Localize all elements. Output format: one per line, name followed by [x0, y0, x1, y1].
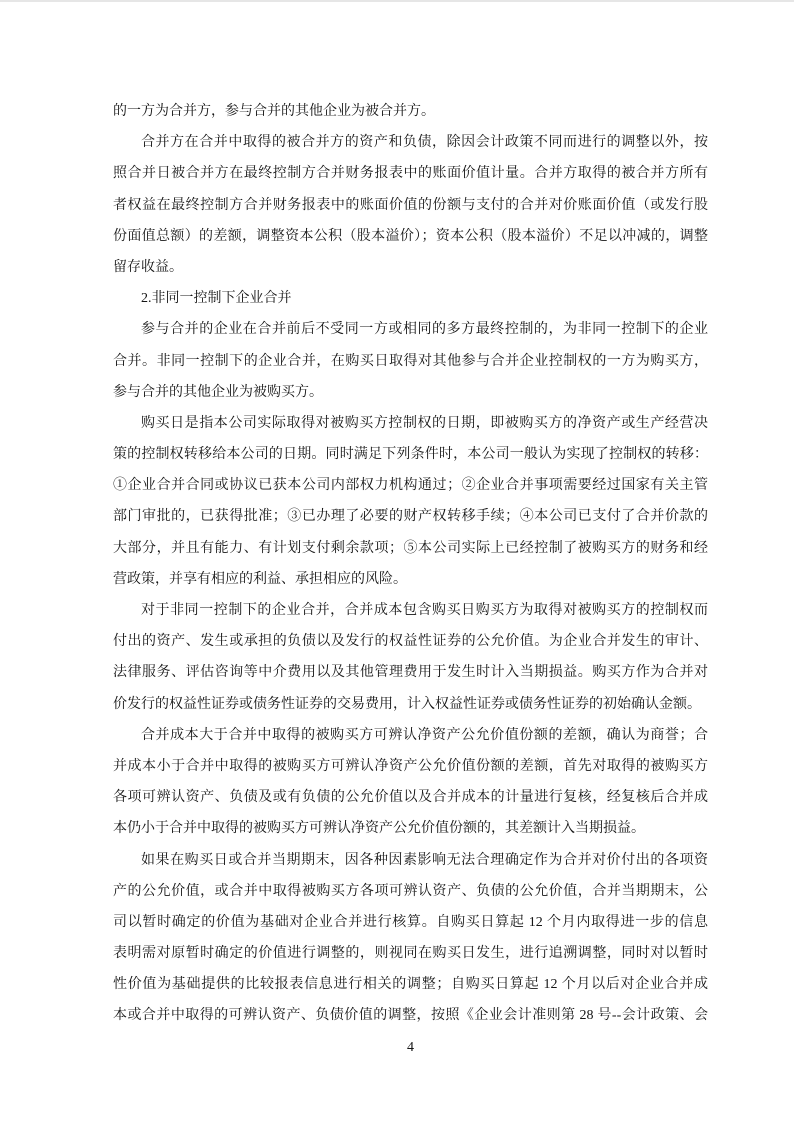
text-line: 如果在购买日或合并当期期末，因各种因素影响无法合理确定作为合并对价付出的各项资 [141, 852, 708, 868]
text-line: 合并方在合并中取得的被合并方的资产和负债，除因会计政策不同而进行的调整以外，按 [141, 135, 708, 151]
page-number: 4 [407, 1040, 414, 1055]
text-line: 合并。非同一控制下的企业合并，在购买日取得对其他参与合并企业控制权的一方为购买方， [113, 353, 708, 369]
paragraph [113, 595, 708, 720]
text-line: 者权益在最终控制方合并财务报表中的账面价值的份额与支付的合并对价账面价值（或发行股 [113, 197, 708, 213]
text-line: 并成本小于合并中取得的被购买方可辨认净资产公允价值份额的差额，首先对取得的被购买方 [113, 758, 708, 774]
text-line: 法律服务、评估咨询等中介费用以及其他管理费用于发生时计入当期损益。购买方作为合并对 [113, 665, 708, 681]
text-line: 份面值总额）的差额，调整资本公积（股本溢价）；资本公积（股本溢价）不足以冲减的，调整 [113, 228, 708, 244]
text-line: 的一方为合并方，参与合并的其他企业为被合并方。 [113, 104, 435, 119]
paragraph [113, 408, 708, 595]
text-line: 2.非同一控制下企业合并 [141, 291, 292, 307]
page-footer [113, 1038, 708, 1057]
text-line: 购买日是指本公司实际取得对被购买方控制权的日期，即被购买方的净资产或生产经营决 [141, 415, 708, 431]
text-line: 司以暂时确定的价值为基础对企业合并进行核算。自购买日算起 12 个月内取得进一步的信息 [113, 914, 708, 930]
text-line: 照合并日被合并方在最终控制方合并财务报表中的账面价值计量。合并方取得的被合并方所有 [113, 166, 708, 182]
text-line: 大部分，并且有能力、有计划支付剩余款项；⑤本公司实际上已经控制了被购买方的财务和经 [113, 540, 708, 556]
document-body [113, 96, 708, 1032]
text-line: 本或合并中取得的可辨认资产、负债价值的调整，按照《企业会计准则第 28 号--会计政策、会 [113, 1008, 708, 1024]
text-line: 对于非同一控制下的企业合并，合并成本包含购买日购买方为取得对被购买方的控制权而 [141, 603, 708, 618]
text-line: 各项可辨认资产、负债及或有负债的公允价值以及合并成本的计量进行复核，经复核后合并成 [113, 790, 708, 806]
text-line: 策的控制权转移给本公司的日期。同时满足下列条件时，本公司一般认为实现了控制权的转移： [113, 447, 708, 463]
text-line: 产的公允价值，或合并中取得被购买方各项可辨认资产、负债的公允价值，合并当期期末，公 [113, 883, 708, 899]
text-line: 合并成本大于合并中取得的被购买方可辨认净资产公允价值份额的差额，确认为商誉；合 [141, 727, 708, 743]
text-line: 表明需对原暂时确定的价值进行调整的，则视同在购买日发生，进行追溯调整，同时对以暂时 [113, 946, 708, 962]
paragraph [113, 314, 708, 408]
text-line: ①企业合并合同或协议已获本公司内部权力机构通过；②企业合并事项需要经过国家有关主管 [113, 478, 708, 494]
text-line: 本仍小于合并中取得的被购买方可辨认净资产公允价值份额的，其差额计入当期损益。 [113, 821, 645, 837]
text-line: 付出的资产、发生或承担的负债以及发行的权益性证券的公允价值。为企业合并发生的审计、 [113, 634, 708, 650]
paragraph [113, 283, 708, 314]
text-line: 价发行的权益性证券或债务性证券的交易费用，计入权益性证券或债务性证券的初始确认金额。 [113, 696, 701, 712]
text-line: 参与合并的其他企业为被购买方。 [113, 384, 323, 400]
paragraph [113, 96, 708, 127]
text-line: 性价值为基础提供的比较报表信息进行相关的调整；自购买日算起 12 个月以后对企业合并成 [113, 977, 708, 993]
paragraph [113, 845, 708, 1032]
text-line: 营政策，并享有相应的利益、承担相应的风险。 [113, 571, 407, 587]
paragraph [113, 720, 708, 845]
paragraph [113, 127, 708, 283]
page-top-edge [0, 0, 794, 2]
text-line: 留存收益。 [113, 259, 183, 275]
text-line: 部门审批的，已获得批准；③已办理了必要的财产权转移手续；④本公司已支付了合并价款的 [113, 509, 708, 525]
text-line: 参与合并的企业在合并前后不受同一方或相同的多方最终控制的，为非同一控制下的企业 [141, 322, 708, 338]
